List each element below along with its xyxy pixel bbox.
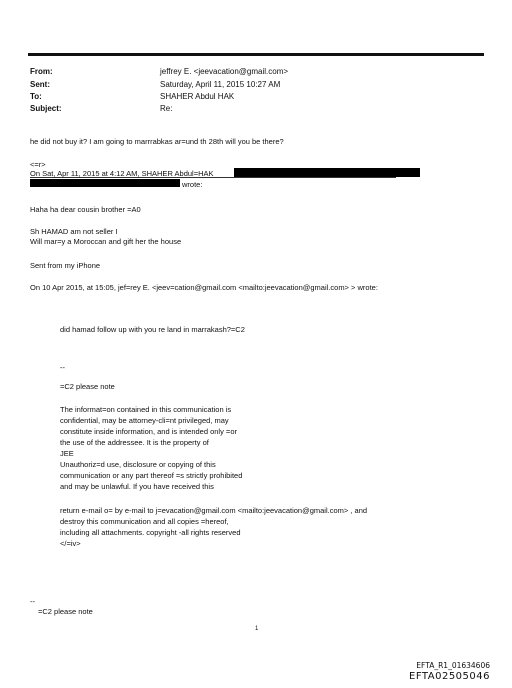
redaction-bar [30, 179, 180, 187]
note-line: =C2 please note [60, 382, 115, 391]
subject-value: Re: [160, 104, 173, 113]
reply-line: he did not buy it? I am going to marrrabkas ar=und th 28th will you be there? [30, 137, 284, 146]
footer-note: =C2 please note [38, 607, 93, 616]
to-label: To: [30, 92, 42, 101]
from-value: jeffrey E. <jeevacation@gmail.com> [160, 67, 289, 76]
return-line: return e-mail o= by e-mail to j=evacation@gmail.com <mailto:jeevacation@gmail.com> , and [60, 506, 368, 515]
return-line: </=iv> [60, 539, 81, 548]
return-line: destroy this communication and all copies =hereof, [60, 517, 229, 526]
sent-value: Saturday, April 11, 2015 10:27 AM [160, 80, 281, 89]
message-line: Sh HAMAD am not seller I [30, 227, 118, 236]
quoted-question: did hamad follow up with you re land in marrakash?=C2 [60, 325, 245, 334]
redaction-bar [234, 168, 420, 177]
confidentiality-line: and may be unlawful. If you have received this [60, 482, 214, 491]
signature-line: Sent from my iPhone [30, 261, 101, 270]
subject-label: Subject: [30, 104, 62, 113]
from-label: From: [30, 67, 53, 76]
confidentiality-line: the use of the addressee. It is the property of [60, 438, 209, 447]
quote-header: On 10 Apr 2015, at 15:05, jef=rey E. <jeev=cation@gmail.com <mailto:jeevacation@gmail.com> > wrote: [30, 283, 378, 292]
confidentiality-line: communication or any part thereof =s strictly prohibited [60, 471, 243, 480]
confidentiality-line: Unauthoriz=d use, disclosure or copying of this [60, 460, 216, 469]
confidentiality-line: constitute inside information, and is intended only =or [60, 427, 237, 436]
efta-stamp: EFTA02505046 [409, 671, 490, 682]
message-line: Haha ha dear cousin brother =A0 [30, 205, 141, 214]
page-number: 1 [255, 626, 259, 632]
quote-wrote: wrote: [182, 180, 203, 189]
message-line: Will mar=y a Moroccan and gift her the house [30, 237, 182, 246]
to-value: SHAHER Abdul HAK [160, 92, 235, 101]
separator-dash: -- [60, 363, 65, 372]
footer-dash: -- [30, 597, 35, 606]
html-fragment: <=r> [30, 160, 46, 169]
return-line: including all attachments. copyright -all rights reserved [60, 528, 241, 537]
confidentiality-line: The informat=on contained in this communication is [60, 405, 232, 414]
header-rule [28, 53, 484, 56]
sent-label: Sent: [30, 80, 50, 89]
quote-header: On Sat, Apr 11, 2015 at 4:12 AM, SHAHER Abdul=HAK [30, 169, 214, 178]
confidentiality-line: confidential, may be attorney-cli=nt privileged, may [60, 416, 229, 425]
efta-stamp-r1: EFTA_R1_01634606 [416, 661, 490, 670]
confidentiality-line: JEE [60, 449, 74, 458]
